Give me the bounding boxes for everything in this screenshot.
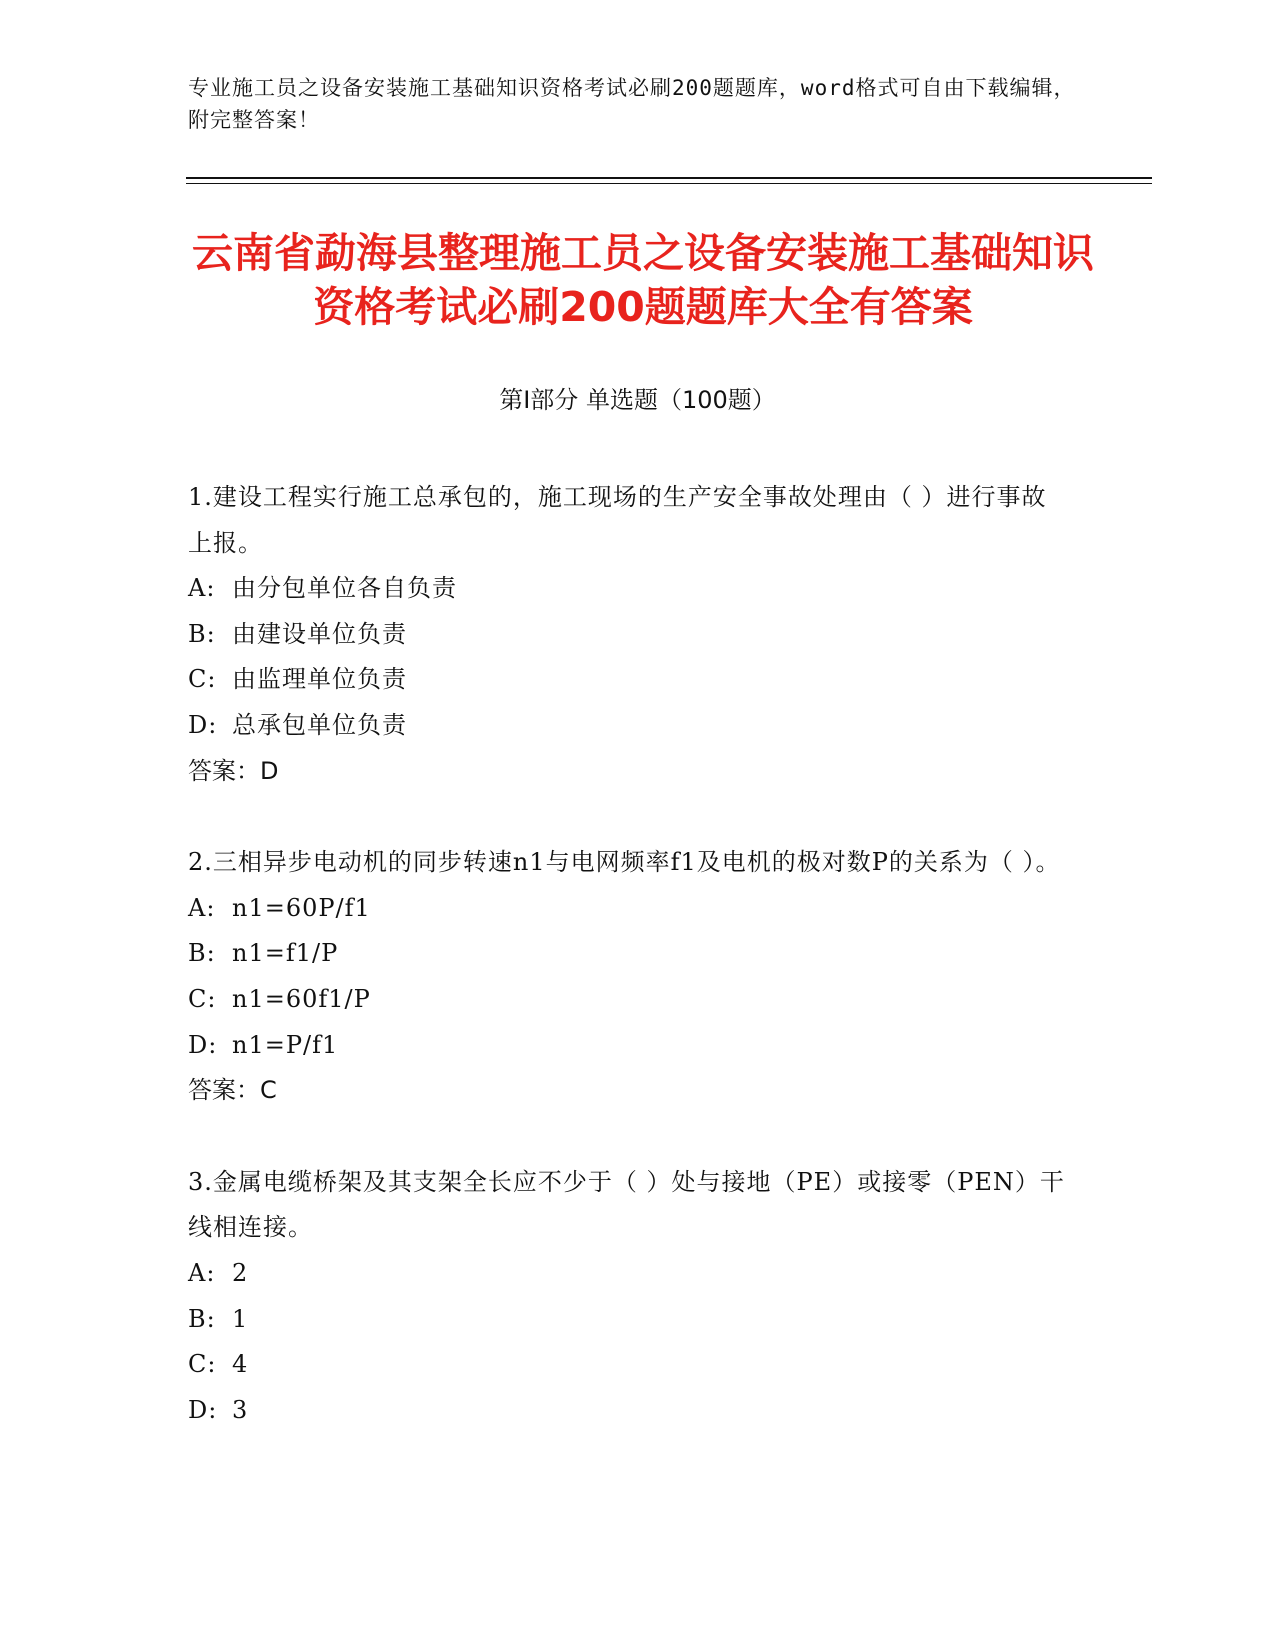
question-stem: 1.建设工程实行施工总承包的，施工现场的生产安全事故处理由（ ）进行事故上报。 [188,483,1047,557]
answer-option [188,703,1068,749]
question-list [188,475,1068,1479]
option-key: C: [188,1350,217,1379]
option-key: B: [188,619,216,648]
answer-option [188,566,1068,612]
option-text: 总承包单位负责 [232,710,407,739]
option-text: n1=60f1/P [232,984,371,1013]
answer-option [188,1023,1068,1069]
section-heading: 第I部分 单选题（100题） [499,386,776,414]
option-text: 由分包单位各自负责 [232,574,457,603]
option-key: C: [188,984,217,1013]
option-text: 由建设单位负责 [232,619,407,648]
option-key: A: [188,574,216,603]
option-key: B: [188,939,216,968]
option-text: 2 [232,1258,249,1287]
option-key: D: [188,1030,218,1059]
option-key: A: [188,893,216,922]
option-key: D: [188,710,218,739]
option-text: 3 [232,1395,249,1424]
option-key: B: [188,1304,216,1333]
answer-option [188,1297,1068,1343]
answer-option [188,931,1068,977]
answer-key: 答案：D [188,756,279,785]
question-item [188,475,1068,794]
header-divider-thin [186,183,1152,184]
question-stem: 3.金属电缆桥架及其支架全长应不少于（ ）处与接地（PE）或接零（PEN）干线相连接。 [188,1167,1065,1242]
question-item [188,1160,1068,1434]
answer-option [188,1388,1068,1434]
option-text: n1=60P/f1 [232,893,371,922]
answer-option [188,612,1068,658]
option-text: 4 [232,1350,249,1379]
answer-key: 答案：C [188,1076,277,1105]
document-title: 云南省勐海县整理施工员之设备安装施工基础知识资格考试必刷200题题库大全有答案 [192,229,1094,331]
question-item [188,840,1068,1114]
answer-option [188,1251,1068,1297]
option-key: A: [188,1258,216,1287]
option-key: D: [188,1395,218,1424]
answer-option [188,1342,1068,1388]
option-text: 由监理单位负责 [232,665,407,694]
answer-option [188,886,1068,932]
option-text: 1 [232,1304,249,1333]
question-stem: 2.三相异步电动机的同步转速n1与电网频率f1及电机的极对数P的关系为（ ）。 [188,848,1061,877]
option-key: C: [188,665,217,694]
answer-option [188,657,1068,703]
header-note: 专业施工员之设备安装施工基础知识资格考试必刷200题题库，word格式可自由下载编辑，附完整答案！ [188,76,1076,132]
header-divider-thick [186,177,1152,179]
option-text: n1=f1/P [232,939,339,968]
option-text: n1=P/f1 [232,1030,339,1059]
answer-option [188,977,1068,1023]
